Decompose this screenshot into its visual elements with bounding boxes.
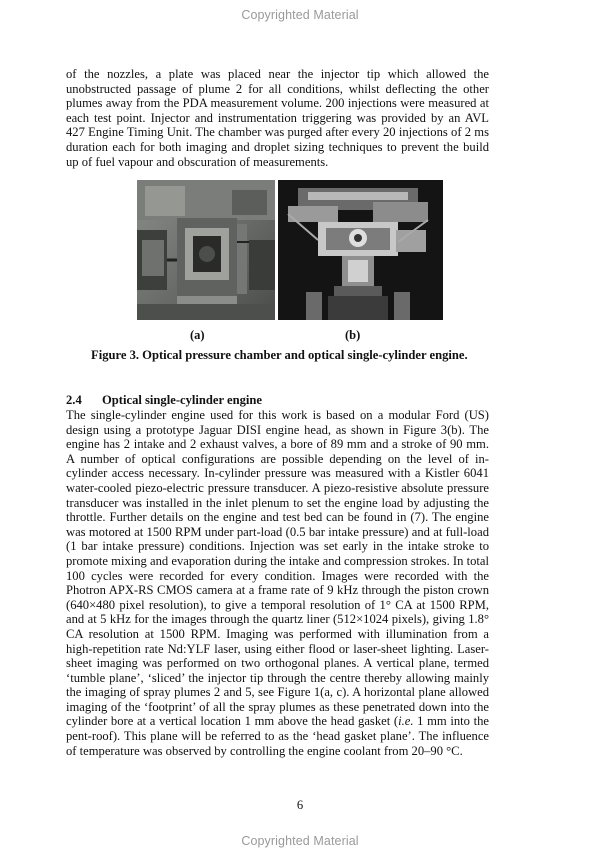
figure-label-a: (a) xyxy=(190,328,205,342)
figure-label-b: (b) xyxy=(345,328,361,342)
section-title: Optical single-cylinder engine xyxy=(102,393,262,407)
figure-3-images xyxy=(137,180,443,320)
body-paragraph-1: of the nozzles, a plate was placed near the injector tip which allowed the unobstructed passage of plume 2 for all conditions, whilst deflecting the other plumes away from the PDA measurement volume. 200 injections were measured at each test point. Injector and instrumentation triggering was provided by an AVL 427 Engine Timing Unit. The chamber was purged after every 20 injections of 2 ms duration each for both imaging and droplet sizing techniques to prevent the build up of fuel vapour and obscuration of measurements. xyxy=(66,67,489,169)
body-paragraph-2 xyxy=(66,408,489,758)
optical-pressure-chamber-photo xyxy=(137,180,275,320)
copyright-watermark-top: Copyrighted Material xyxy=(241,8,359,22)
optical-single-cylinder-engine-photo xyxy=(278,180,443,320)
paragraph-2-text-a: The single-cylinder engine used for this work is based on a modular Ford (US) design using a prototype Jaguar DISI engine head, as shown in Figure 3(b). The engine has 2 intake and 2 exhaust valves, a bore of 89 mm and a stroke of 90 mm. A number of optical configurations are possible depending on the level of in-cylinder access necessary. In-cylinder pressure was measured with a Kistler 6041 water-cooled piezo-electric pressure transducer. A piezo-resistive absolute pressure transducer was installed in the inlet plenum to set the engine load by adjusting the throttle. Further details on the engine and test bed can be found in (7). The engine was motored at 1500 RPM under part-load (0.5 bar intake pressure) and at full-load (1 bar intake pressure) conditions. Injection was set early in the intake stroke to promote mixing and evaporation during the intake and compression strokes. In total 100 cycles were recorded for every condition. Images were recorded with the Photron APX-RS CMOS camera at a frame rate of 9 kHz through the piston crown (640×480 pixel resolution), to give a temporal resolution of 1° CA at 1500 RPM, and at 5 kHz for the images through the quartz liner (512×1024 pixels), giving 1.8° CA resolution at 1500 RPM. Imaging was performed with illumination from a high-repetition rate Nd:YLF laser, using either flood or laser-sheet lighting. Laser-sheet imaging was performed on two orthogonal planes. A vertical plane, termed ‘tumble plane’, ‘sliced’ the injector tip through the centre thereby allowing mainly the imaging of spray plumes 2 and 5, see Figure 1(a, c). A horizontal plane allowed imaging of the ‘footprint’ of all the spray plumes as these penetrated down into the cylinder bore at a vertical location 1 mm above the head gasket ( xyxy=(66,408,489,729)
paragraph-2-italic: i.e. xyxy=(398,714,414,729)
section-heading xyxy=(66,393,262,408)
paragraph-2-text-b: 1 mm into the pent-roof). This plane will be referred to as the ‘head gasket plane’. The influence of temperature was observed by controlling the engine coolant from 20–90 °C. xyxy=(66,714,489,758)
page-number: 6 xyxy=(296,798,304,812)
section-number: 2.4 xyxy=(66,393,82,407)
figure-caption: Figure 3. Optical pressure chamber and optical single-cylinder engine. xyxy=(91,348,468,362)
copyright-watermark-bottom: Copyrighted Material xyxy=(241,834,359,848)
